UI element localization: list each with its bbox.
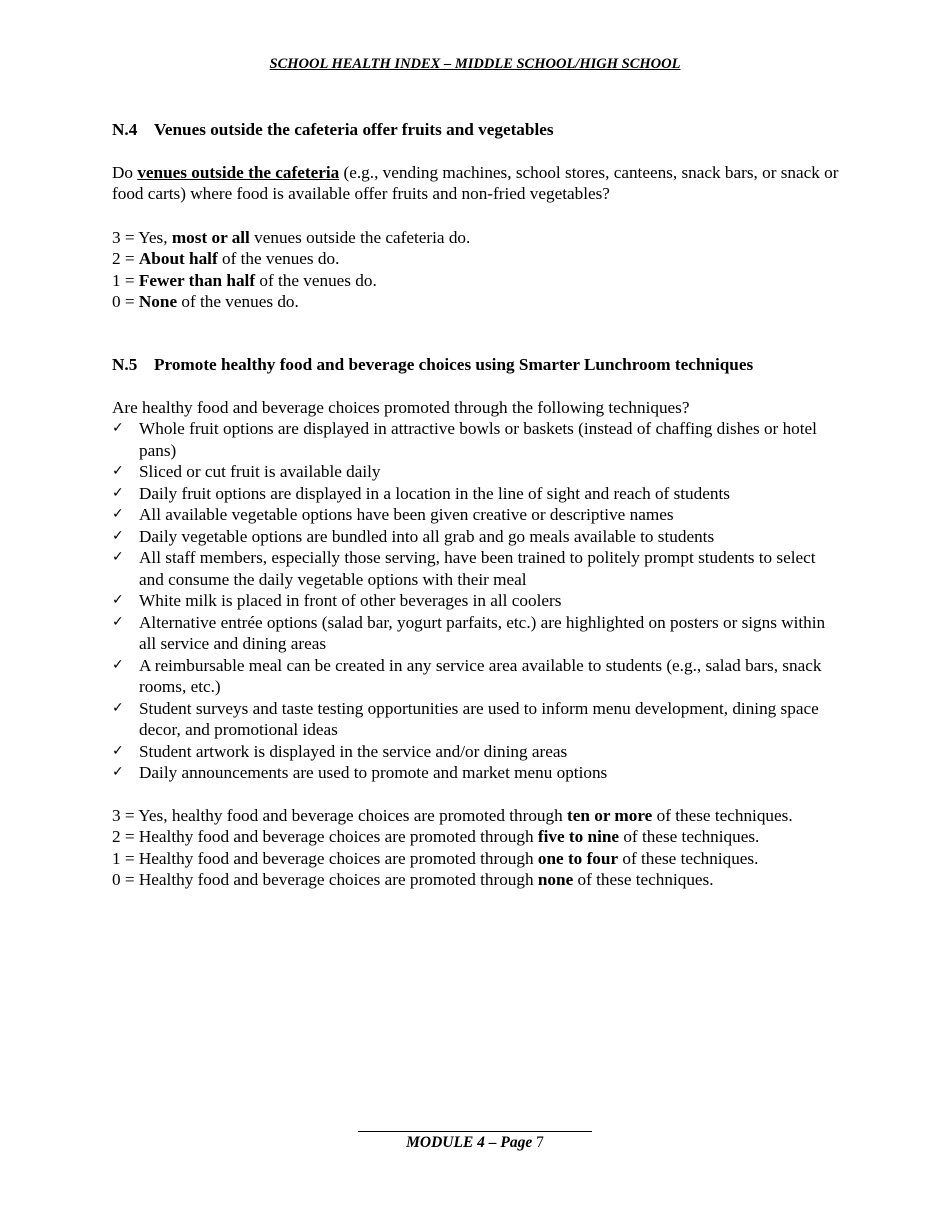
section-number: N.4: [112, 120, 138, 139]
checkmark-icon: ✓: [112, 592, 124, 608]
checkmark-icon: ✓: [112, 764, 124, 780]
list-item: ✓ Alternative entrée options (salad bar, yogurt parfaits, etc.) are highlighted on posters or signs within all service and dining areas: [112, 612, 826, 653]
list-item: ✓ White milk is placed in front of other beverages in all coolers: [112, 591, 562, 610]
section-n4: [112, 119, 840, 313]
rating-option: 0 = None of the venues do.: [112, 292, 299, 311]
question-n5: Are healthy food and beverage choices promoted through the following techniques?: [112, 397, 690, 417]
page-footer: [0, 1134, 950, 1152]
section-heading-n5: [112, 354, 840, 376]
footer-module-label: MODULE 4 – Page: [406, 1134, 533, 1151]
checkmark-icon: ✓: [112, 484, 124, 501]
list-item: ✓ A reimbursable meal can be created in any service area available to students (e.g., salad bars, snack rooms, etc.): [112, 655, 822, 696]
section-number: N.5: [112, 355, 138, 374]
checkmark-icon: ✓: [112, 742, 124, 759]
checkmark-icon: ✓: [112, 420, 124, 436]
checkmark-icon: ✓: [112, 549, 124, 565]
rating-option: 3 = Yes, most or all venues outside the cafeteria do.: [112, 227, 471, 247]
rating-option: 1 = Fewer than half of the venues do.: [112, 270, 377, 290]
checkmark-icon: ✓: [112, 699, 124, 716]
rating-option: 2 = Healthy food and beverage choices are promoted through five to nine of these techniques.: [112, 827, 760, 846]
list-item: ✓ Student surveys and taste testing opportunities are used to inform menu development, dining space decor, and promotional ideas: [112, 698, 819, 739]
list-item: ✓ Daily fruit options are displayed in a location in the line of sight and reach of students: [112, 483, 730, 503]
rating-options-n5: [112, 805, 840, 891]
section-title: Promote healthy food and beverage choices using Smarter Lunchroom techniques: [154, 355, 754, 374]
rating-option: 2 = About half of the venues do.: [112, 249, 340, 268]
checkmark-icon: ✓: [112, 463, 124, 479]
question-text: (e.g., vending machines, school stores, canteens, snack bars, or snack or food carts) where food is available offer fruits and non-fried vegetables?: [112, 162, 839, 203]
rating-option: 0 = Healthy food and beverage choices are promoted through none of these techniques.: [112, 870, 714, 889]
question-term: venues outside the cafeteria: [137, 162, 340, 182]
running-header: SCHOOL HEALTH INDEX – MIDDLE SCHOOL/HIGH SCHOOL: [269, 56, 681, 72]
rating-options-n4: [112, 227, 840, 313]
section-n5: [112, 354, 840, 891]
list-item: ✓ Whole fruit options are displayed in attractive bowls or baskets (instead of chaffing dishes or hotel pans): [112, 419, 817, 460]
technique-checklist: [112, 418, 840, 784]
question-text: Do: [112, 162, 138, 182]
list-item: ✓ Daily announcements are used to promote and market menu options: [112, 763, 608, 782]
list-item: ✓ Student artwork is displayed in the service and/or dining areas: [112, 741, 568, 761]
footer-page-number: 7: [532, 1134, 544, 1151]
rating-option: 1 = Healthy food and beverage choices are promoted through one to four of these techniques.: [112, 848, 759, 868]
list-item: ✓ Sliced or cut fruit is available daily: [112, 462, 381, 481]
checkmark-icon: ✓: [112, 613, 124, 630]
question-n4: [112, 162, 840, 205]
checkmark-icon: ✓: [112, 656, 124, 673]
rating-option: 3 = Yes, healthy food and beverage choices are promoted through ten or more of these techniques.: [112, 805, 793, 825]
section-title: Venues outside the cafeteria offer fruits and vegetables: [154, 120, 554, 139]
list-item: ✓ Daily vegetable options are bundled into all grab and go meals available to students: [112, 526, 715, 546]
list-item: ✓ All available vegetable options have been given creative or descriptive names: [112, 505, 674, 524]
list-item: ✓ All staff members, especially those serving, have been trained to politely prompt students to select and consume the daily vegetable options with their meal: [112, 548, 816, 589]
section-heading-n4: [112, 119, 840, 141]
checkmark-icon: ✓: [112, 506, 124, 522]
footer-rule: [358, 1131, 592, 1132]
checkmark-icon: ✓: [112, 527, 124, 544]
